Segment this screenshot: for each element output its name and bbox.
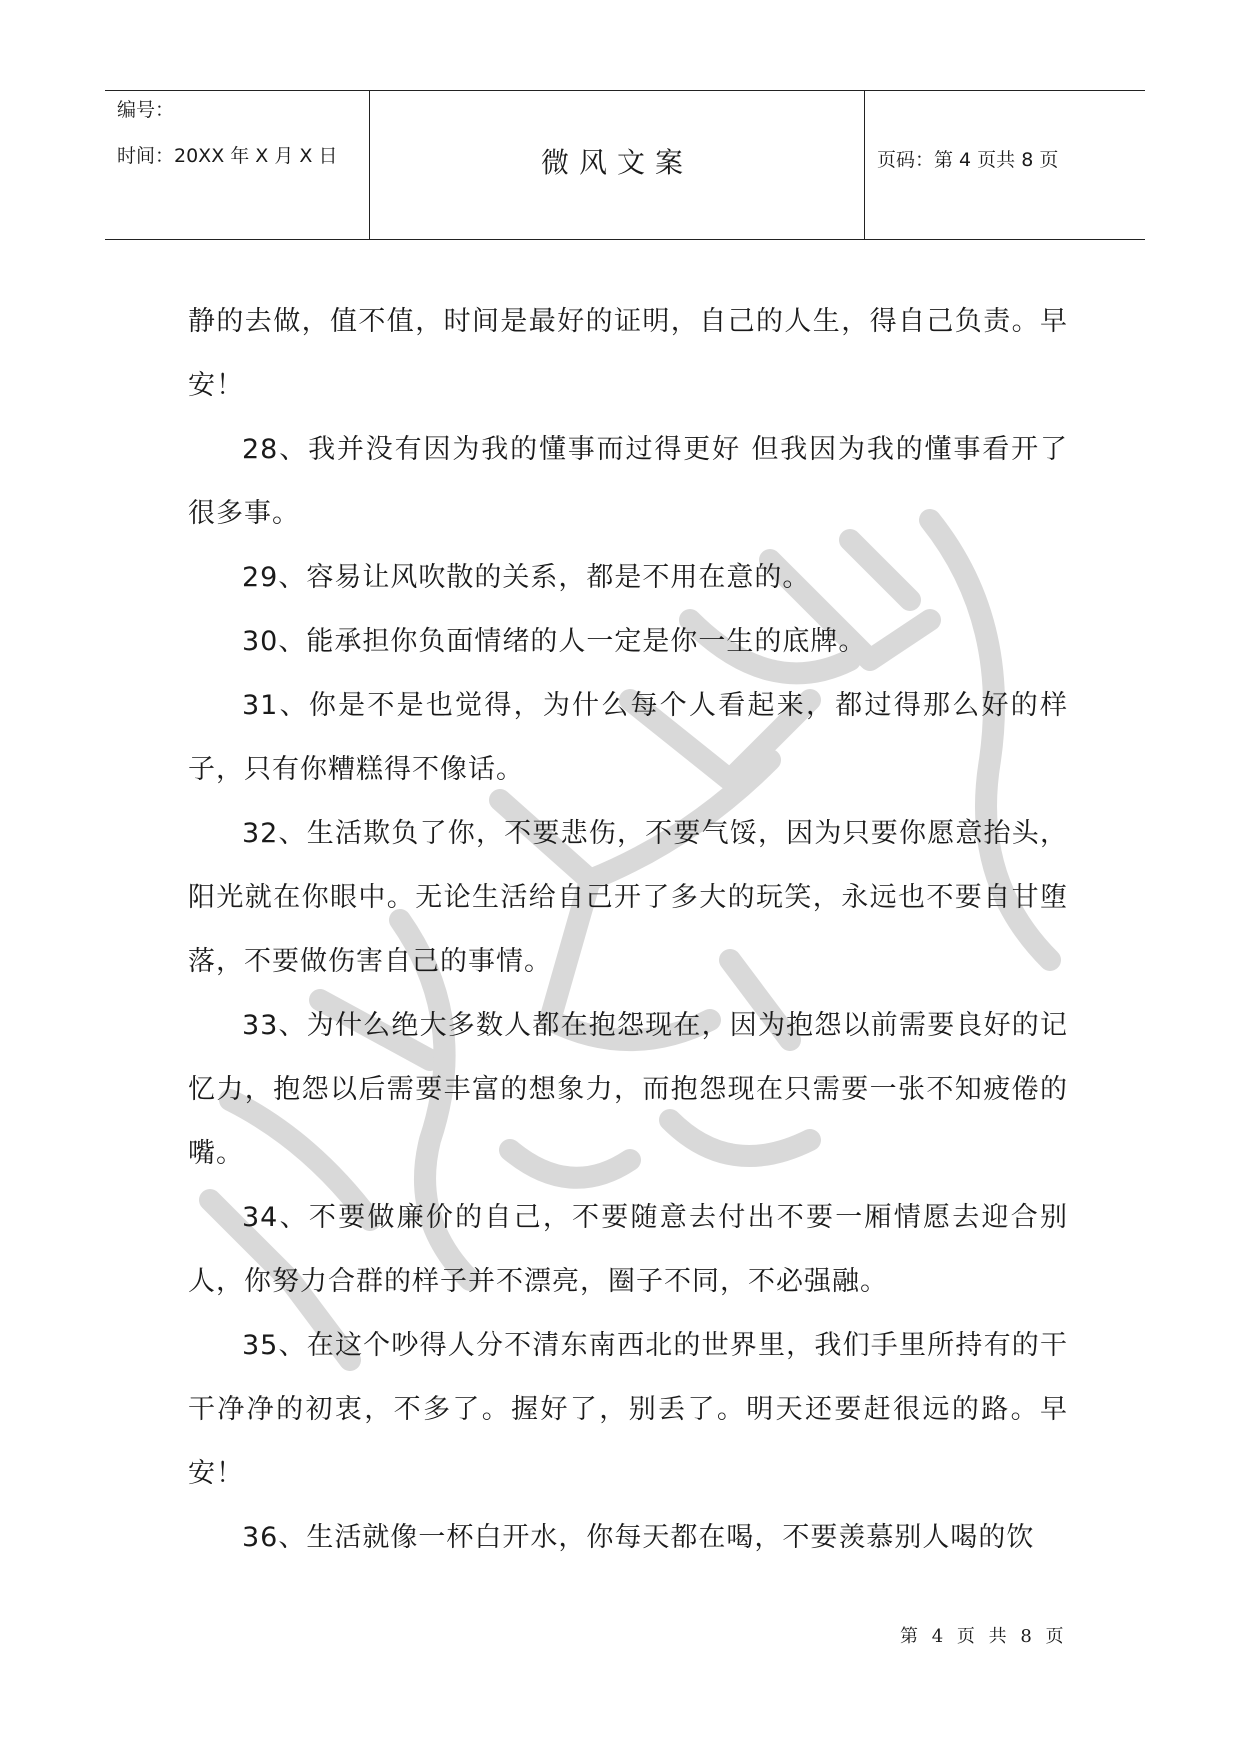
paragraph: 33、为什么绝大多数人都在抱怨现在，因为抱怨以前需要良好的记忆力，抱怨以后需要丰富的想象力，而抱怨现在只需要一张不知疲倦的嘴。	[188, 1010, 1068, 1169]
header-left-cell	[105, 91, 370, 239]
document-number-label: 编号：	[117, 99, 175, 121]
page-footer: 第 4 页 共 8 页	[900, 1626, 1068, 1647]
paragraph: 30、能承担你负面情绪的人一定是你一生的底牌。	[242, 626, 867, 657]
page-code: 页码：第 4 页共 8 页	[877, 149, 1059, 171]
paragraph: 静的去做，值不值，时间是最好的证明，自己的人生，得自己负责。早安！	[188, 306, 1068, 401]
document-header	[105, 90, 1145, 240]
header-right-cell	[865, 91, 1145, 239]
paragraph: 28、我并没有因为我的懂事而过得更好 但我因为我的懂事看开了很多事。	[188, 434, 1068, 529]
header-title-cell	[370, 91, 865, 239]
paragraph: 31、你是不是也觉得，为什么每个人看起来，都过得那么好的样子，只有你糟糕得不像话。	[188, 690, 1068, 785]
paragraph: 35、在这个吵得人分不清东南西北的世界里，我们手里所持有的干干净净的初衷，不多了。握好了，别丢了。明天还要赶很远的路。早安！	[188, 1330, 1068, 1489]
document-body	[188, 290, 1068, 1570]
document-date: 时间：20XX 年 X 月 X 日	[117, 145, 338, 167]
paragraph: 32、生活欺负了你，不要悲伤，不要气馁，因为只要你愿意抬头，阳光就在你眼中。无论生活给自己开了多大的玩笑，永远也不要自甘堕落，不要做伤害自己的事情。	[188, 818, 1068, 977]
paragraph: 36、生活就像一杯白开水，你每天都在喝，不要羡慕别人喝的饮	[242, 1522, 1035, 1553]
document-title: 微风文案	[540, 146, 693, 179]
paragraph: 29、容易让风吹散的关系，都是不用在意的。	[242, 562, 811, 593]
paragraph: 34、不要做廉价的自己，不要随意去付出不要一厢情愿去迎合别人，你努力合群的样子并不漂亮，圈子不同，不必强融。	[188, 1202, 1068, 1297]
